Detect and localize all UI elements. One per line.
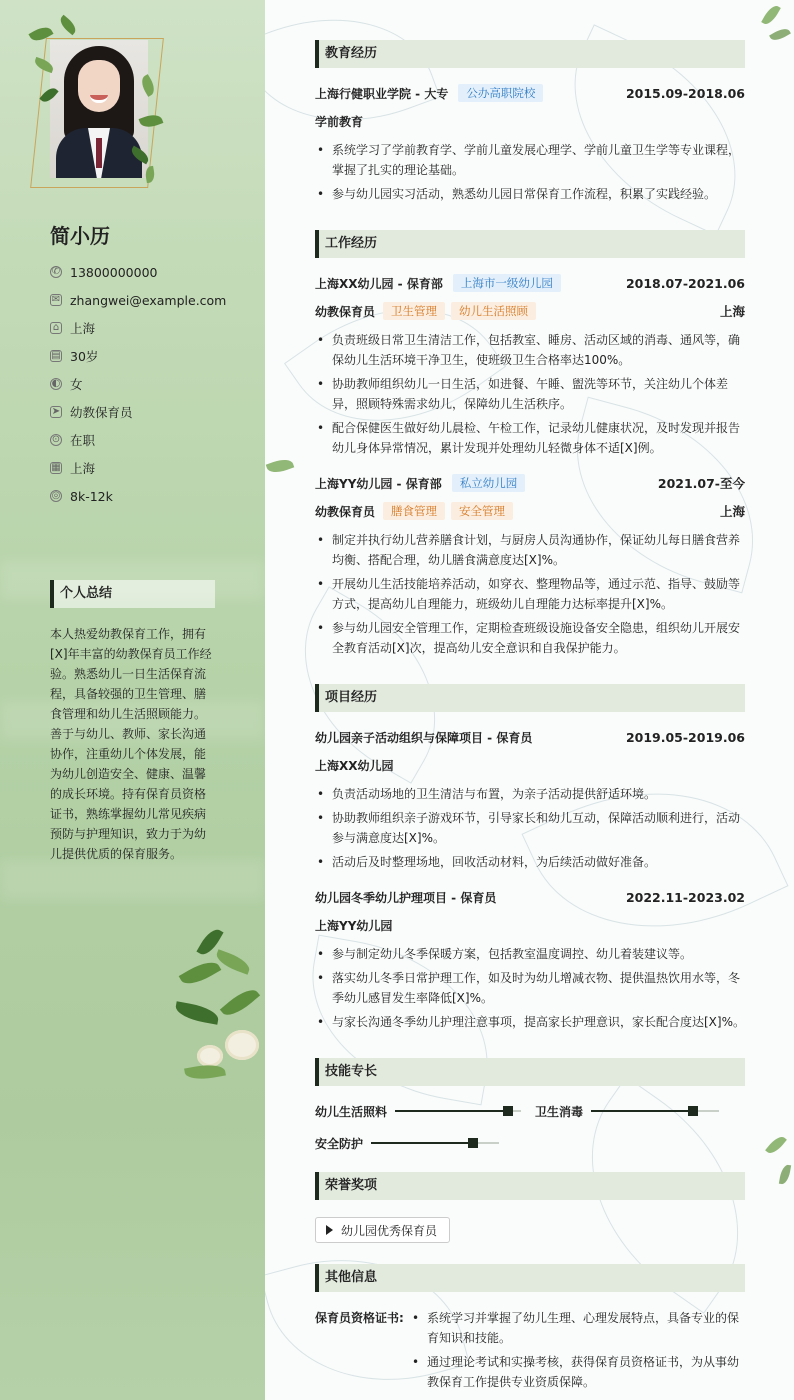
skill-item [535, 1101, 719, 1121]
info-row-status [50, 426, 250, 454]
skill-name: 幼儿生活照料 [315, 1104, 388, 1119]
section-title-projects: 项目经历 [315, 684, 745, 712]
summary-text: 本人热爱幼教保育工作，拥有[X]年丰富的幼教保育员工作经验。熟悉幼儿一日生活保育流程，具备较强的卫生管理、膳食管理和幼儿生活照顾能力。善于与幼儿、教师、家长沟通协作，注重幼儿个体发展，能为幼儿创造安全、健康、温馨的成长环境。持有保育员资格证书，熟练掌握幼儿常见疾病预防与护理知识，致力于为幼儿提供优质的保育服务。 [50, 627, 212, 861]
job-bullet: • 开展幼儿生活技能培养活动，如穿衣、整理物品等，通过示范、指导、鼓励等方式，提高幼儿自理能力，班级幼儿自理能力达标率提升[X]%。 [315, 574, 745, 614]
info-row-city [50, 454, 250, 482]
info-salary: 8k-12k [70, 488, 113, 504]
salary-icon: ◎ [51, 490, 61, 501]
job-skill-tag: 卫生管理 [383, 302, 445, 320]
project-org-row [315, 755, 745, 775]
project-bullet: • 落实幼儿冬季日常护理工作，如及时为幼儿增减衣物、提供温热饮用水等，冬季幼儿感冒发生率降低[X]%。 [315, 968, 745, 1008]
job-role-row [315, 501, 745, 521]
info-row-position [50, 398, 250, 426]
job-header [315, 473, 745, 493]
award-item[interactable] [315, 1217, 450, 1243]
avatar [50, 40, 148, 178]
education-bullet: • 系统学习了学前教育学、学前儿童发展心理学、学前儿童卫生学等专业课程，掌握了扎实的理论基础。 [315, 140, 745, 180]
info-row-salary [50, 482, 250, 510]
other-label: 保育员资格证书: [315, 1311, 404, 1325]
contact-info-list [50, 258, 250, 510]
age-icon: ▤ [51, 350, 61, 361]
job-role: 幼教保育员 [315, 304, 376, 319]
project-org: 上海XX幼儿园 [315, 758, 394, 773]
job-role-row [315, 301, 745, 321]
section-title-awards: 荣誉奖项 [315, 1172, 745, 1200]
job-tag: 上海市一级幼儿园 [453, 274, 561, 292]
project-bullet: • 协助教师组织亲子游戏环节，引导家长和幼儿互动，保障活动顺利进行，活动参与满意度达[X]%。 [315, 808, 745, 848]
status-icon: ⊙ [51, 434, 61, 445]
info-row-location [50, 314, 250, 342]
info-age: 30岁 [70, 349, 99, 364]
leaf-decoration [57, 15, 79, 36]
other-bullet: • 通过理论考试和实操考核，获得保育员资格证书，为从事幼教保育工作提供专业资质保障。 [410, 1352, 745, 1392]
job-skill-tag: 幼儿生活照顾 [451, 302, 536, 320]
skill-level-knob [468, 1138, 478, 1148]
skill-bar [371, 1142, 499, 1144]
job-header [315, 273, 745, 293]
project-bullet: • 与家长沟通冬季幼儿护理注意事项，提高家长护理意识，家长配合度达[X]%。 [315, 1012, 745, 1032]
play-icon [326, 1225, 333, 1235]
project-org: 上海YY幼儿园 [315, 918, 393, 933]
project-name: 幼儿园亲子活动组织与保障项目 - 保育员 [315, 730, 533, 745]
info-position: 幼教保育员 [70, 405, 133, 420]
skill-name: 安全防护 [315, 1136, 364, 1151]
education-major: 学前教育 [315, 114, 364, 129]
skill-item [315, 1133, 499, 1153]
project-name: 幼儿园冬季幼儿护理项目 - 保育员 [315, 890, 497, 905]
project-date: 2019.05-2019.06 [625, 729, 745, 745]
education-school: 上海行健职业学院 - 大专 [315, 86, 449, 101]
info-row-email [50, 286, 250, 314]
project-header [315, 727, 745, 747]
sidebar-texture [0, 860, 265, 900]
mail-icon: ✉ [51, 294, 61, 305]
job-tag: 私立幼儿园 [452, 474, 526, 492]
project-org-row [315, 915, 745, 935]
job-bullet: • 负责班级日常卫生清洁工作，包括教室、睡房、活动区域的消毒、通风等，确保幼儿生活环境干净卫生，使班级卫生合格率达100%。 [315, 330, 745, 370]
education-bullet: • 参与幼儿园实习活动，熟悉幼儿园日常保育工作流程，积累了实践经验。 [315, 184, 745, 204]
sidebar [0, 0, 265, 1400]
skill-bar [591, 1110, 719, 1112]
job-company: 上海XX幼儿园 - 保育部 [315, 276, 443, 291]
info-row-phone [50, 258, 250, 286]
skill-bar [395, 1110, 521, 1112]
job-skill-tag: 膳食管理 [383, 502, 445, 520]
section-title-other: 其他信息 [315, 1264, 745, 1292]
info-status: 在职 [70, 433, 96, 448]
photo-frame [30, 20, 160, 190]
award-name: 幼儿园优秀保育员 [341, 1223, 438, 1238]
info-row-age [50, 342, 250, 370]
gender-icon: ◐ [51, 378, 61, 389]
project-date: 2022.11-2023.02 [625, 889, 745, 905]
education-major-row [315, 111, 745, 131]
profile-name: 简小历 [50, 224, 110, 248]
project-header [315, 887, 745, 907]
info-phone: 13800000000 [70, 264, 158, 280]
job-bullet: • 协助教师组织幼儿一日生活，如进餐、午睡、盥洗等环节，关注幼儿个体差异，照顾特殊需求幼儿，保障幼儿生活秩序。 [315, 374, 745, 414]
job-role: 幼教保育员 [315, 504, 376, 519]
phone-icon: ✆ [51, 266, 61, 277]
flower-decoration [175, 925, 265, 1090]
summary-title: 个人总结 [50, 580, 215, 608]
leaf-decoration [144, 166, 156, 183]
home-icon: ⌂ [50, 322, 62, 334]
job-date: 2018.07-2021.06 [625, 275, 745, 291]
other-bullet: • 系统学习并掌握了幼儿生理、心理发展特点，具备专业的保育知识和技能。 [410, 1308, 745, 1348]
skill-item [315, 1101, 521, 1121]
info-gender: 女 [70, 377, 83, 392]
project-bullet: • 参与制定幼儿冬季保暖方案，包括教室温度调控、幼儿着装建议等。 [315, 944, 745, 964]
job-bullet: • 参与幼儿园安全管理工作，定期检查班级设施设备安全隐患，组织幼儿开展安全教育活动[X]次，提高幼儿安全意识和自我保护能力。 [315, 618, 745, 658]
info-email: zhangwei@example.com [70, 292, 227, 308]
job-city: 上海 [719, 504, 745, 519]
job-date: 2021.07-至今 [657, 476, 745, 491]
skill-level-knob [503, 1106, 513, 1116]
skill-name: 卫生消毒 [535, 1104, 584, 1119]
section-title-skills: 技能专长 [315, 1058, 745, 1086]
education-tag: 公办高职院校 [458, 84, 543, 102]
job-skill-tag: 安全管理 [451, 502, 513, 520]
info-row-gender [50, 370, 250, 398]
project-bullet: • 活动后及时整理场地，回收活动材料，为后续活动做好准备。 [315, 852, 745, 872]
project-bullet: • 负责活动场地的卫生清洁与布置，为亲子活动提供舒适环境。 [315, 784, 745, 804]
skill-level-knob [688, 1106, 698, 1116]
job-city: 上海 [719, 304, 745, 319]
section-title-work: 工作经历 [315, 230, 745, 258]
info-location: 上海 [70, 321, 96, 336]
job-company: 上海YY幼儿园 - 保育部 [315, 476, 442, 491]
job-bullet: • 配合保健医生做好幼儿晨检、午检工作，记录幼儿健康状况，及时发现并报告幼儿身体异常情况，累计发现并处理幼儿轻微身体不适[X]例。 [315, 418, 745, 458]
education-header [315, 83, 745, 103]
info-city: 上海 [70, 461, 96, 476]
city-icon: ▦ [51, 462, 61, 473]
section-title-education: 教育经历 [315, 40, 745, 68]
job-bullet: • 制定并执行幼儿营养膳食计划，与厨房人员沟通协作，保证幼儿每日膳食营养均衡、搭配合理，幼儿膳食满意度达[X]%。 [315, 530, 745, 570]
education-date: 2015.09-2018.06 [625, 85, 745, 101]
send-icon: ➤ [51, 406, 61, 417]
